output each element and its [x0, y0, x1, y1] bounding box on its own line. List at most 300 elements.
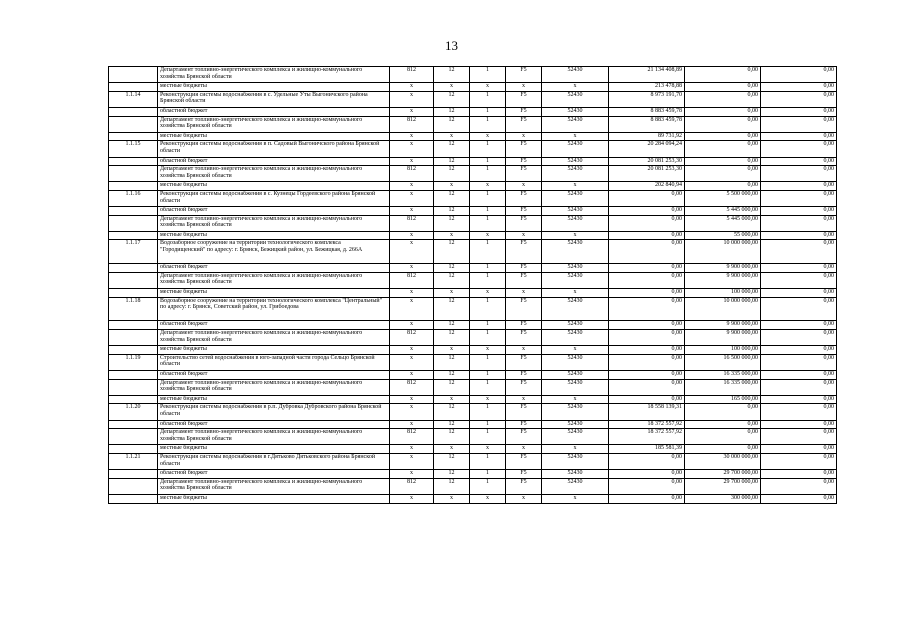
code-section: 12	[434, 354, 470, 370]
value-year-3: 0,00	[761, 157, 837, 166]
code-grbs: 812	[390, 379, 434, 395]
value-year-3: 0,00	[761, 116, 837, 132]
code-target: 52430	[542, 420, 609, 429]
row-name: областной бюджет	[158, 321, 390, 330]
code-section: 12	[434, 141, 470, 157]
value-year-2: 0,00	[685, 116, 761, 132]
value-year-2: 0,00	[685, 182, 761, 191]
code-target: х	[542, 83, 609, 92]
value-year-3: 0,00	[761, 264, 837, 273]
value-year-3: 0,00	[761, 346, 837, 355]
code-grbs: х	[390, 157, 434, 166]
table-row	[109, 354, 837, 370]
code-target: 52430	[542, 166, 609, 182]
code-grbs: 812	[390, 330, 434, 346]
code-subsection: х	[470, 231, 506, 240]
row-name: Департамент топливно-энергетического комплекса и жилищно-коммунального хозяйства Брянской области	[158, 67, 390, 83]
row-number	[109, 346, 158, 355]
table-row	[109, 404, 837, 420]
code-target: 52430	[542, 264, 609, 273]
code-grbs: х	[390, 420, 434, 429]
value-year-2: 100 000,00	[685, 289, 761, 298]
code-subsection: 1	[470, 141, 506, 157]
row-number: 1.1.19	[109, 354, 158, 370]
value-year-3: 0,00	[761, 182, 837, 191]
row-name: областной бюджет	[158, 420, 390, 429]
code-section: 12	[434, 215, 470, 231]
value-year-3: 0,00	[761, 470, 837, 479]
code-subsection: х	[470, 83, 506, 92]
code-target: 52430	[542, 215, 609, 231]
row-number	[109, 67, 158, 83]
value-year-3: 0,00	[761, 83, 837, 92]
value-year-1: 20 284 094,24	[609, 141, 685, 157]
code-section: 12	[434, 371, 470, 380]
code-grbs: х	[390, 395, 434, 404]
code-subsection: х	[470, 395, 506, 404]
value-year-1: 0,00	[609, 272, 685, 288]
code-section: 12	[434, 240, 470, 264]
code-subsection: 1	[470, 264, 506, 273]
row-number: 1.1.20	[109, 404, 158, 420]
code-grbs: х	[390, 182, 434, 191]
code-grbs: х	[390, 207, 434, 216]
code-section: 12	[434, 190, 470, 206]
code-project: х	[506, 289, 542, 298]
code-target: 52430	[542, 321, 609, 330]
code-project: х	[506, 346, 542, 355]
value-year-1: 18 558 139,31	[609, 404, 685, 420]
value-year-1: 8 883 459,78	[609, 107, 685, 116]
code-section: 12	[434, 420, 470, 429]
code-grbs: х	[390, 453, 434, 469]
value-year-2: 0,00	[685, 132, 761, 141]
value-year-3: 0,00	[761, 354, 837, 370]
value-year-3: 0,00	[761, 289, 837, 298]
code-subsection: 1	[470, 207, 506, 216]
code-grbs: х	[390, 83, 434, 92]
value-year-2: 16 335 000,00	[685, 379, 761, 395]
code-target: 52430	[542, 371, 609, 380]
code-subsection: 1	[470, 478, 506, 494]
code-subsection: 1	[470, 240, 506, 264]
value-year-1: 0,00	[609, 371, 685, 380]
value-year-1: 18 372 557,92	[609, 429, 685, 445]
value-year-2: 29 700 000,00	[685, 470, 761, 479]
value-year-3: 0,00	[761, 215, 837, 231]
code-grbs: 812	[390, 166, 434, 182]
value-year-1: 213 478,88	[609, 83, 685, 92]
code-subsection: 1	[470, 157, 506, 166]
code-section: х	[434, 289, 470, 298]
table-row	[109, 420, 837, 429]
code-grbs: х	[390, 231, 434, 240]
value-year-3: 0,00	[761, 141, 837, 157]
table-row	[109, 132, 837, 141]
row-number: 1.1.14	[109, 91, 158, 107]
code-section: 12	[434, 453, 470, 469]
value-year-1: 89 731,92	[609, 132, 685, 141]
row-name: областной бюджет	[158, 470, 390, 479]
value-year-1: 8 973 191,70	[609, 91, 685, 107]
value-year-1: 8 883 459,78	[609, 116, 685, 132]
value-year-3: 0,00	[761, 478, 837, 494]
code-subsection: 1	[470, 272, 506, 288]
value-year-1: 0,00	[609, 346, 685, 355]
code-target: х	[542, 346, 609, 355]
row-name: Водозаборное сооружение на территории технологического комплекса "Центральный" по адресу: г. Брянск, Советский район, ул. Грибоедова	[158, 297, 390, 321]
value-year-3: 0,00	[761, 240, 837, 264]
row-number	[109, 132, 158, 141]
code-section: 12	[434, 264, 470, 273]
value-year-2: 0,00	[685, 107, 761, 116]
code-target: 52430	[542, 157, 609, 166]
code-project: х	[506, 231, 542, 240]
value-year-1: 185 581,39	[609, 445, 685, 454]
row-number: 1.1.17	[109, 240, 158, 264]
code-section: 12	[434, 107, 470, 116]
row-number	[109, 157, 158, 166]
row-name: местные бюджеты	[158, 182, 390, 191]
code-subsection: 1	[470, 371, 506, 380]
table-row	[109, 83, 837, 92]
code-section: х	[434, 494, 470, 503]
code-target: х	[542, 132, 609, 141]
value-year-1: 0,00	[609, 478, 685, 494]
table-row	[109, 116, 837, 132]
code-subsection: 1	[470, 330, 506, 346]
value-year-1: 0,00	[609, 289, 685, 298]
code-section: 12	[434, 478, 470, 494]
value-year-1: 0,00	[609, 231, 685, 240]
value-year-3: 0,00	[761, 395, 837, 404]
code-grbs: х	[390, 445, 434, 454]
value-year-2: 0,00	[685, 91, 761, 107]
table-row	[109, 478, 837, 494]
code-subsection: 1	[470, 470, 506, 479]
code-grbs: 812	[390, 215, 434, 231]
value-year-2: 0,00	[685, 420, 761, 429]
code-subsection: 1	[470, 166, 506, 182]
code-section: 12	[434, 470, 470, 479]
table-row	[109, 470, 837, 479]
code-target: 52430	[542, 330, 609, 346]
code-subsection: 1	[470, 215, 506, 231]
row-number	[109, 107, 158, 116]
code-grbs: 812	[390, 67, 434, 83]
code-subsection: 1	[470, 321, 506, 330]
table-row	[109, 231, 837, 240]
code-subsection: х	[470, 132, 506, 141]
row-name: областной бюджет	[158, 207, 390, 216]
row-number	[109, 330, 158, 346]
row-name: Департамент топливно-энергетического комплекса и жилищно-коммунального хозяйства Брянской области	[158, 478, 390, 494]
row-name: местные бюджеты	[158, 83, 390, 92]
code-section: 12	[434, 91, 470, 107]
value-year-3: 0,00	[761, 132, 837, 141]
code-target: 52430	[542, 297, 609, 321]
value-year-1: 18 372 557,92	[609, 420, 685, 429]
value-year-1: 0,00	[609, 297, 685, 321]
table-row	[109, 182, 837, 191]
value-year-2: 0,00	[685, 445, 761, 454]
value-year-1: 0,00	[609, 395, 685, 404]
code-subsection: 1	[470, 404, 506, 420]
code-target: 52430	[542, 379, 609, 395]
code-section: х	[434, 132, 470, 141]
value-year-2: 100 000,00	[685, 346, 761, 355]
table-row	[109, 272, 837, 288]
row-name: Реконструкция системы водоснабжения в г.Дятьково Дятьковского района Брянской области	[158, 453, 390, 469]
code-project: F5	[506, 157, 542, 166]
value-year-1: 0,00	[609, 379, 685, 395]
row-number	[109, 478, 158, 494]
code-grbs: х	[390, 132, 434, 141]
row-number	[109, 182, 158, 191]
code-subsection: 1	[470, 453, 506, 469]
value-year-3: 0,00	[761, 445, 837, 454]
value-year-2: 5 500 000,00	[685, 190, 761, 206]
table-row	[109, 107, 837, 116]
value-year-3: 0,00	[761, 166, 837, 182]
value-year-2: 9 900 000,00	[685, 272, 761, 288]
code-grbs: х	[390, 107, 434, 116]
value-year-1: 21 134 408,89	[609, 67, 685, 83]
table-row	[109, 240, 837, 264]
code-section: х	[434, 182, 470, 191]
value-year-3: 0,00	[761, 453, 837, 469]
row-number	[109, 83, 158, 92]
row-name: Реконструкция системы водоснабжения в р.п. Дубровка Дубровского района Брянской области	[158, 404, 390, 420]
code-grbs: х	[390, 289, 434, 298]
code-target: х	[542, 182, 609, 191]
value-year-3: 0,00	[761, 231, 837, 240]
code-section: х	[434, 231, 470, 240]
table-row	[109, 207, 837, 216]
code-section: х	[434, 395, 470, 404]
code-grbs: 812	[390, 116, 434, 132]
row-number: 1.1.18	[109, 297, 158, 321]
code-project: х	[506, 132, 542, 141]
code-grbs: х	[390, 297, 434, 321]
row-name: Департамент топливно-энергетического комплекса и жилищно-коммунального хозяйства Брянской области	[158, 166, 390, 182]
code-project: F5	[506, 297, 542, 321]
table-row	[109, 371, 837, 380]
value-year-1: 0,00	[609, 470, 685, 479]
row-name: областной бюджет	[158, 157, 390, 166]
row-number	[109, 429, 158, 445]
value-year-2: 0,00	[685, 83, 761, 92]
code-target: 52430	[542, 354, 609, 370]
code-grbs: х	[390, 404, 434, 420]
code-subsection: 1	[470, 116, 506, 132]
table-row	[109, 91, 837, 107]
code-grbs: х	[390, 346, 434, 355]
code-section: 12	[434, 379, 470, 395]
table-row	[109, 445, 837, 454]
code-subsection: 1	[470, 354, 506, 370]
row-number	[109, 272, 158, 288]
row-name: Департамент топливно-энергетического комплекса и жилищно-коммунального хозяйства Брянской области	[158, 116, 390, 132]
row-number	[109, 395, 158, 404]
row-number	[109, 379, 158, 395]
value-year-2: 30 000 000,00	[685, 453, 761, 469]
row-name: местные бюджеты	[158, 494, 390, 503]
row-name: местные бюджеты	[158, 346, 390, 355]
code-section: х	[434, 83, 470, 92]
code-target: х	[542, 494, 609, 503]
value-year-3: 0,00	[761, 207, 837, 216]
value-year-1: 0,00	[609, 215, 685, 231]
code-project: F5	[506, 116, 542, 132]
code-project: F5	[506, 429, 542, 445]
row-name: местные бюджеты	[158, 289, 390, 298]
table-row	[109, 379, 837, 395]
code-target: 52430	[542, 91, 609, 107]
value-year-3: 0,00	[761, 420, 837, 429]
value-year-1: 0,00	[609, 354, 685, 370]
value-year-2: 10 000 000,00	[685, 297, 761, 321]
code-project: F5	[506, 321, 542, 330]
table-row	[109, 494, 837, 503]
row-name: областной бюджет	[158, 107, 390, 116]
table-row	[109, 157, 837, 166]
value-year-2: 0,00	[685, 404, 761, 420]
code-target: х	[542, 445, 609, 454]
code-project: F5	[506, 215, 542, 231]
code-subsection: 1	[470, 190, 506, 206]
row-name: Реконструкция системы водоснабжения в с. Удельные Уты Выгоничского района Брянской области	[158, 91, 390, 107]
row-name: Реконструкция системы водоснабжения в с. Кузнецы Гордеевского района Брянской области	[158, 190, 390, 206]
row-number: 1.1.21	[109, 453, 158, 469]
code-section: 12	[434, 297, 470, 321]
value-year-3: 0,00	[761, 190, 837, 206]
code-grbs: 812	[390, 272, 434, 288]
value-year-2: 0,00	[685, 141, 761, 157]
table-row	[109, 297, 837, 321]
row-number	[109, 494, 158, 503]
value-year-3: 0,00	[761, 429, 837, 445]
code-grbs: х	[390, 494, 434, 503]
value-year-3: 0,00	[761, 379, 837, 395]
code-target: 52430	[542, 429, 609, 445]
value-year-3: 0,00	[761, 404, 837, 420]
budget-table	[108, 66, 837, 504]
code-target: 52430	[542, 478, 609, 494]
row-name: Департамент топливно-энергетического комплекса и жилищно-коммунального хозяйства Брянской области	[158, 330, 390, 346]
table-row	[109, 346, 837, 355]
code-project: F5	[506, 404, 542, 420]
value-year-3: 0,00	[761, 272, 837, 288]
code-subsection: 1	[470, 429, 506, 445]
code-project: F5	[506, 264, 542, 273]
value-year-2: 9 900 000,00	[685, 330, 761, 346]
table-row	[109, 264, 837, 273]
code-target: 52430	[542, 116, 609, 132]
row-name: местные бюджеты	[158, 132, 390, 141]
table-row	[109, 215, 837, 231]
code-subsection: 1	[470, 379, 506, 395]
table-row	[109, 289, 837, 298]
code-project: F5	[506, 330, 542, 346]
code-target: 52430	[542, 404, 609, 420]
code-project: х	[506, 445, 542, 454]
row-number	[109, 420, 158, 429]
row-name: местные бюджеты	[158, 395, 390, 404]
value-year-2: 55 000,00	[685, 231, 761, 240]
value-year-2: 16 335 000,00	[685, 371, 761, 380]
code-target: 52430	[542, 470, 609, 479]
row-name: Департамент топливно-энергетического комплекса и жилищно-коммунального хозяйства Брянской области	[158, 215, 390, 231]
value-year-3: 0,00	[761, 321, 837, 330]
value-year-2: 16 500 000,00	[685, 354, 761, 370]
code-project: F5	[506, 166, 542, 182]
code-subsection: х	[470, 445, 506, 454]
value-year-1: 20 081 253,30	[609, 166, 685, 182]
table-row	[109, 330, 837, 346]
code-project: F5	[506, 272, 542, 288]
row-number	[109, 207, 158, 216]
code-subsection: х	[470, 346, 506, 355]
value-year-1: 20 081 253,30	[609, 157, 685, 166]
code-target: 52430	[542, 207, 609, 216]
table-row	[109, 166, 837, 182]
value-year-3: 0,00	[761, 297, 837, 321]
code-project: х	[506, 494, 542, 503]
code-project: F5	[506, 470, 542, 479]
value-year-2: 9 900 000,00	[685, 264, 761, 273]
row-number	[109, 371, 158, 380]
code-section: 12	[434, 272, 470, 288]
code-project: х	[506, 395, 542, 404]
row-number	[109, 445, 158, 454]
code-project: F5	[506, 420, 542, 429]
value-year-2: 0,00	[685, 157, 761, 166]
row-number	[109, 231, 158, 240]
code-subsection: 1	[470, 420, 506, 429]
row-number	[109, 321, 158, 330]
code-subsection: 1	[470, 67, 506, 83]
code-section: х	[434, 346, 470, 355]
code-target: 52430	[542, 240, 609, 264]
code-grbs: х	[390, 470, 434, 479]
code-grbs: х	[390, 371, 434, 380]
code-grbs: х	[390, 190, 434, 206]
table-row	[109, 141, 837, 157]
row-name: областной бюджет	[158, 264, 390, 273]
code-project: F5	[506, 141, 542, 157]
code-project: F5	[506, 453, 542, 469]
value-year-2: 0,00	[685, 67, 761, 83]
value-year-1: 0,00	[609, 190, 685, 206]
code-section: 12	[434, 330, 470, 346]
table-row	[109, 453, 837, 469]
code-grbs: 812	[390, 429, 434, 445]
value-year-3: 0,00	[761, 371, 837, 380]
value-year-1: 0,00	[609, 453, 685, 469]
value-year-2: 300 000,00	[685, 494, 761, 503]
code-subsection: 1	[470, 91, 506, 107]
code-project: F5	[506, 207, 542, 216]
code-section: 12	[434, 116, 470, 132]
code-section: 12	[434, 321, 470, 330]
value-year-3: 0,00	[761, 107, 837, 116]
code-section: 12	[434, 207, 470, 216]
value-year-1: 0,00	[609, 494, 685, 503]
row-number	[109, 289, 158, 298]
row-name: областной бюджет	[158, 371, 390, 380]
code-subsection: х	[470, 289, 506, 298]
